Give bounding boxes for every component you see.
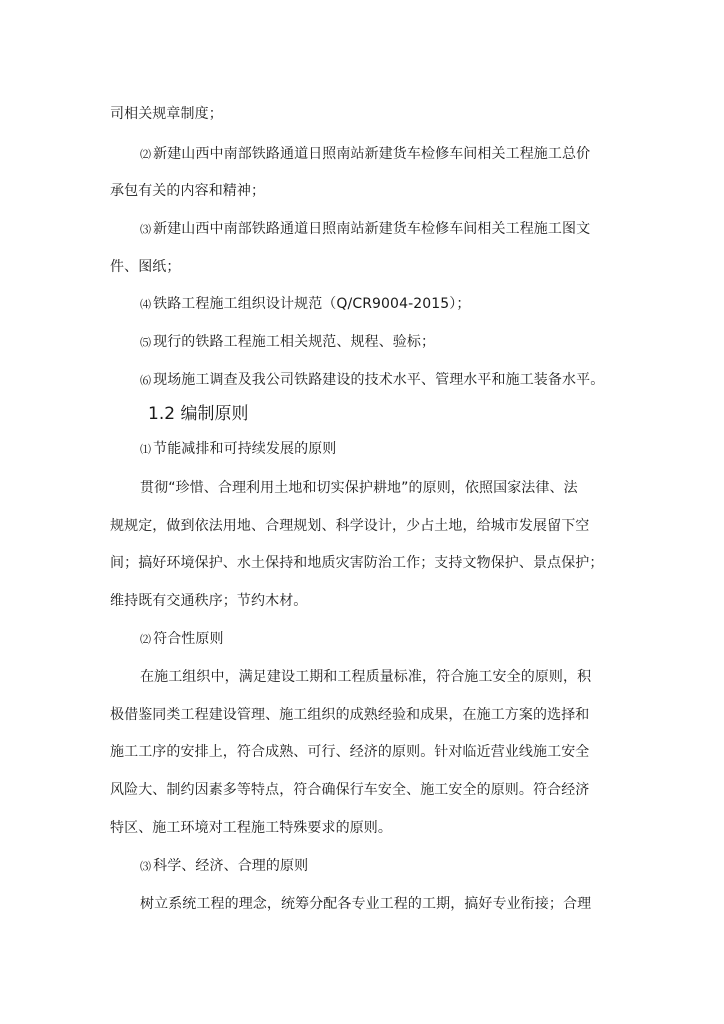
paragraph-line: 承包有关的内容和精神； (110, 183, 266, 199)
section-heading: 1.2 编制原则 (148, 404, 249, 424)
list-marker: ⑹ (140, 374, 152, 387)
subsection-title-text: 符合性原则 (153, 631, 224, 647)
list-item-text: 新建山西中南部铁路通道日照南站新建货车检修车间相关工程施工图文 (153, 221, 591, 237)
subsection-title-2 (140, 629, 660, 650)
list-item-5 (140, 332, 660, 353)
paragraph-line: 在施工组织中，满足建设工期和工程质量标准，符合施工安全的原则，积 (140, 669, 592, 685)
paragraph-line: 树立系统工程的理念，统筹分配各专业工程的工期，搞好专业衔接；合理 (140, 896, 592, 912)
paragraph-line: 件、图纸； (110, 259, 181, 275)
subsection-title-3 (140, 856, 660, 877)
list-marker: ⑵ (140, 148, 152, 161)
paragraph-line: 极借鉴同类工程建设管理、施工组织的成熟经验和成果，在施工方案的选择和 (110, 707, 590, 723)
list-item-3 (140, 219, 660, 240)
list-marker: ⑸ (140, 336, 152, 349)
list-item-4 (140, 294, 660, 315)
subsection-title-text: 节能减排和可持续发展的原则 (153, 441, 337, 457)
list-item-text: 新建山西中南部铁路通道日照南站新建货车检修车间相关工程施工总价 (153, 146, 591, 162)
paragraph-line: 贯彻“珍惜、合理利用土地和切实保护耕地”的原则，依照国家法律、法 (140, 480, 578, 496)
list-item-text: 现场施工调查及我公司铁路建设的技术水平、管理水平和施工装备水平。 (153, 372, 605, 388)
list-item-text: 现行的铁路工程施工相关规范、规程、验标； (153, 334, 436, 350)
paragraph-line: 规规定，做到依法用地、合理规划、科学设计，少占土地，给城市发展留下空 (110, 518, 590, 534)
list-item-2 (140, 144, 660, 165)
list-item-text: 铁路工程施工组织设计规范（Q/CR9004-2015）； (153, 296, 471, 312)
subsection-title-1 (140, 439, 660, 460)
paragraph-line: 特区、施工环境对工程施工特殊要求的原则。 (110, 820, 392, 836)
paragraph-line: 维持既有交通秩序；节约木材。 (110, 593, 308, 609)
list-item-6 (140, 370, 660, 391)
list-marker: ⑵ (140, 633, 152, 646)
list-marker: ⑶ (140, 860, 152, 873)
paragraph-line: 施工工序的安排上，符合成熟、可行、经济的原则。针对临近营业线施工安全 (110, 744, 590, 760)
list-marker: ⑴ (140, 443, 152, 456)
subsection-title-text: 科学、经济、合理的原则 (153, 858, 309, 874)
paragraph-line: 风险大、制约因素多等特点，符合确保行车安全、施工安全的原则。符合经济 (110, 782, 590, 798)
list-marker: ⑷ (140, 298, 152, 311)
paragraph-line: 间；搞好环境保护、水土保持和地质灾害防治工作；支持文物保护、景点保护； (110, 555, 604, 571)
list-marker: ⑶ (140, 223, 152, 236)
paragraph-line: 司相关规章制度； (110, 106, 223, 122)
